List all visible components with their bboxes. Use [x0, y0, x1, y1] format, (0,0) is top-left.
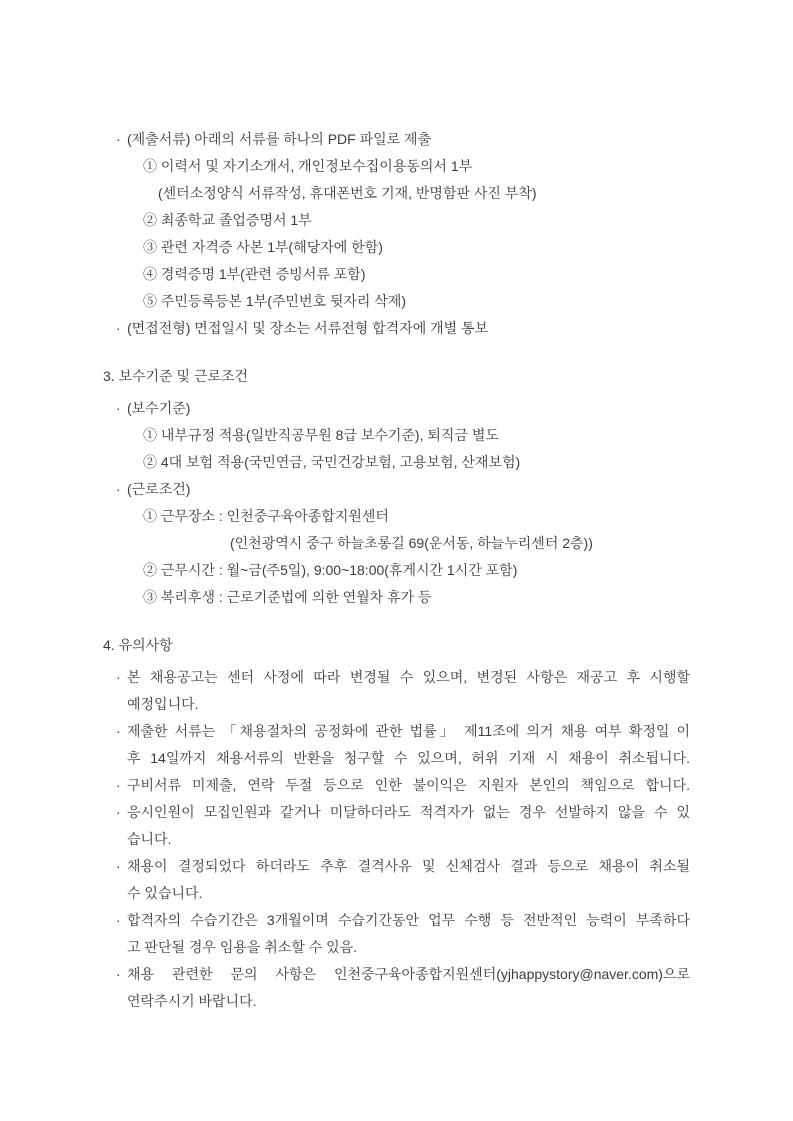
notice-item: [103, 961, 690, 1015]
numbered-line: ① 이력서 및 자기소개서, 개인정보수집이용동의서 1부: [143, 158, 473, 174]
notice-item: [103, 853, 690, 907]
bullet-marker: ·: [116, 481, 121, 497]
notice-line: 고 판단될 경우 임용을 취소할 수 있음.: [127, 939, 358, 955]
bullet-marker: ·: [116, 320, 121, 336]
numbered-line: ① 내부규정 적용(일반직공무원 8급 보수기준), 퇴직금 별도: [143, 427, 499, 443]
numbered-line: ④ 경력증명 1부(관련 증빙서류 포함): [143, 266, 366, 282]
bullet-marker: ·: [116, 966, 121, 982]
bullet-line: [103, 476, 690, 503]
line-text: (면접전형) 면접일시 및 장소는 서류전형 합격자에 개별 통보: [127, 320, 489, 336]
notice-item: [103, 664, 690, 718]
line-text: (제출서류) 아래의 서류를 하나의 PDF 파일로 제출: [127, 131, 432, 147]
notice-line: 후 14일까지 채용서류의 반환을 청구할 수 있으며, 허위 기재 시 채용이 취소됩니다.: [127, 750, 690, 766]
numbered-line: ① 근무장소 : 인천중구육아종합지원센터: [143, 508, 389, 524]
numbered-line: ③ 관련 자격증 사본 1부(해당자에 한함): [143, 239, 383, 255]
bullet-marker: ·: [116, 723, 121, 739]
notice-line: 예정입니다.: [127, 696, 199, 712]
bullet-marker: ·: [116, 858, 121, 874]
section-notes: [103, 632, 690, 1015]
numbered-line: ⑤ 주민등록등본 1부(주민번호 뒷자리 삭제): [143, 293, 407, 309]
bullet-marker: ·: [116, 669, 121, 685]
notice-line: 응시인원이 모집인원과 같거나 미달하더라도 적격자가 없는 경우 선발하지 않을 수 있: [127, 804, 690, 820]
numbered-line: ② 근무시간 : 월~금(주5일), 9:00~18:00(휴게시간 1시간 포함): [143, 562, 518, 578]
notice-line: 본 채용공고는 센터 사정에 따라 변경될 수 있으며, 변경된 사항은 재공고 후 시행할: [127, 669, 690, 685]
bullet-marker: ·: [116, 131, 121, 147]
bullet-marker: ·: [116, 912, 121, 928]
bullet-marker: ·: [116, 804, 121, 820]
bullet-line: [103, 315, 690, 342]
bullet-marker: ·: [116, 400, 121, 416]
notice-item: [103, 772, 690, 799]
section-heading: 4. 유의사항: [103, 637, 173, 653]
section-heading: 3. 보수기준 및 근로조건: [103, 368, 249, 384]
notice-line: 제출한 서류는 「채용절차의 공정화에 관한 법률」 제11조에 의거 채용 여부 확정일 이: [127, 723, 690, 739]
continuation-line: (인천광역시 중구 하늘초롱길 69(운서동, 하늘누리센터 2층)): [230, 535, 593, 551]
numbered-line: ② 최종학교 졸업증명서 1부: [143, 212, 312, 228]
line-text: (근로조건): [127, 481, 191, 497]
bullet-marker: ·: [116, 777, 121, 793]
line-text: (보수기준): [127, 400, 191, 416]
bullet-line: [103, 126, 690, 153]
notice-item: [103, 907, 690, 961]
numbered-line: ② 4대 보험 적용(국민연금, 국민건강보험, 고용보험, 산재보험): [143, 454, 521, 470]
notice-line: 채용이 결정되었다 하더라도 추후 결격사유 및 신체검사 결과 등으로 채용이 취소될: [127, 858, 690, 874]
notice-line: 합격자의 수습기간은 3개월이며 수습기간동안 업무 수행 등 전반적인 능력이 부족하다: [127, 912, 690, 928]
numbered-line: ③ 복리후생 : 근로기준법에 의한 연월차 휴가 등: [143, 589, 432, 605]
notice-line: 습니다.: [127, 831, 172, 847]
notice-item: [103, 799, 690, 853]
bullet-line: [103, 395, 690, 422]
notice-line: 수 있습니다.: [127, 885, 203, 901]
notice-line: 연락주시기 바랍니다.: [127, 993, 257, 1009]
sub-note-line: (센터소정양식 서류작성, 휴대폰번호 기재, 반명함판 사진 부착): [158, 185, 537, 201]
section-submission: [103, 126, 690, 342]
notice-line: 구비서류 미제출, 연락 두절 등으로 인한 불이익은 지원자 본인의 책임으로 합니다.: [127, 777, 690, 793]
notice-line: 채용 관련한 문의 사항은 인천중구육아종합지원센터(yjhappystory@naver.com)으로: [127, 966, 690, 982]
notice-item: [103, 718, 690, 772]
section-compensation: [103, 363, 690, 611]
